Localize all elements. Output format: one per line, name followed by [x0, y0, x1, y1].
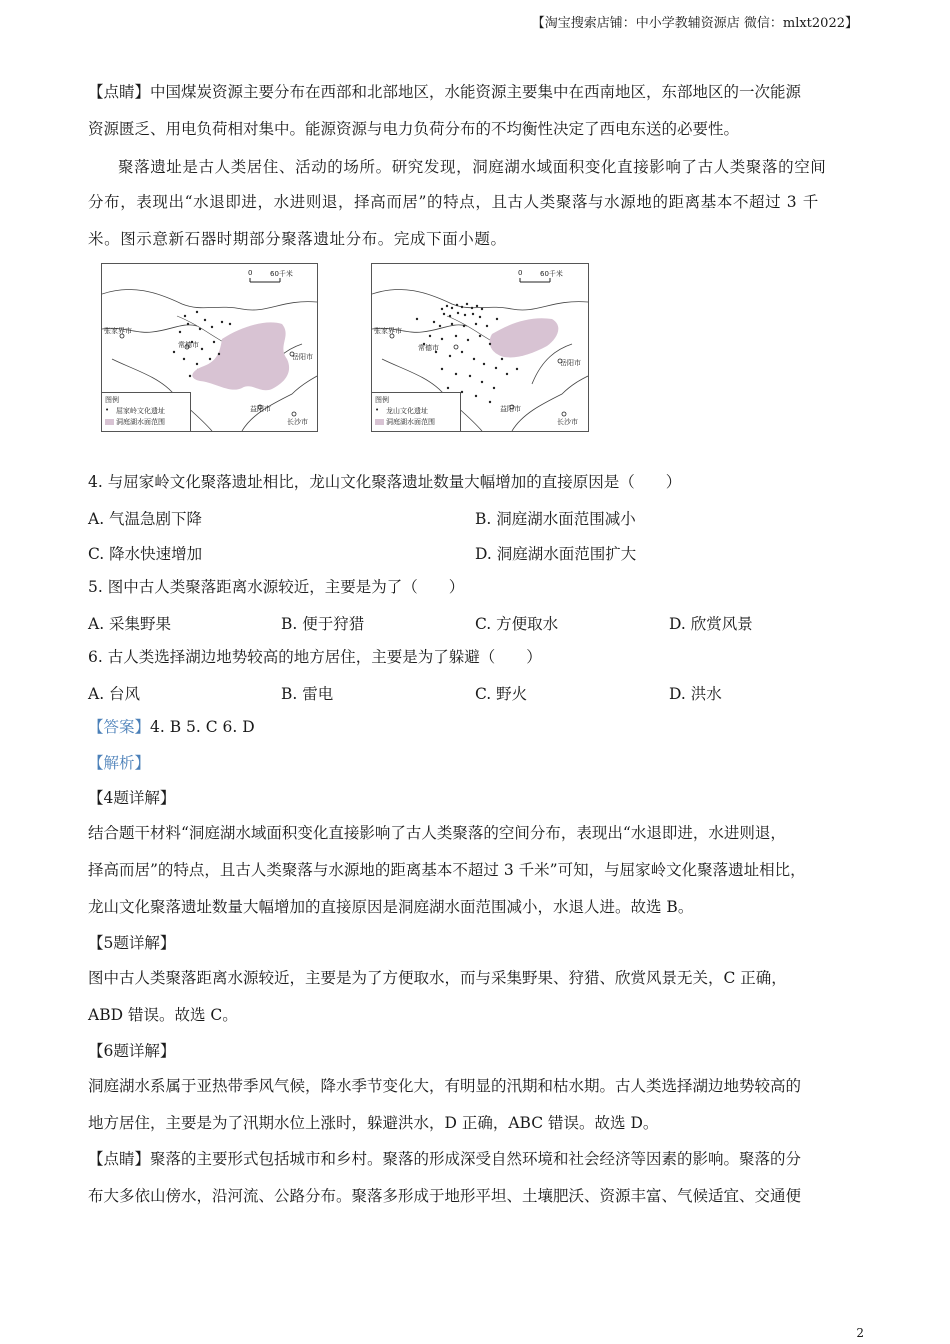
city-yueyang: 岳阳市 — [560, 359, 581, 367]
detail6-line-1: 洞庭湖水系属于亚热带季风气候，降水季节变化大，有明显的汛期和枯水期。古人类选择湖边地势较高的 — [88, 1077, 802, 1095]
map-longshan — [371, 263, 589, 432]
detail6-line-2: 地方居住，主要是为了汛期水位上涨时，躲避洪水，D 正确，ABC 错误。故选 D。 — [88, 1114, 659, 1132]
legend-lake: 洞庭湖水面范围 — [116, 418, 165, 426]
city-zhangjiajie: 张家界市 — [374, 327, 402, 335]
city-changsha: 长沙市 — [557, 418, 578, 426]
q6-option-d: D. 洪水 — [669, 685, 722, 703]
intro-line-2: 分布，表现出“水退即进，水进则退，择高而居”的特点，且古人类聚落与水源地的距离基本不超过 3 千 — [88, 193, 819, 211]
q5-option-b: B. 便于狩猎 — [281, 615, 365, 633]
dianjing2-line-2: 布大多依山傍水，沿河流、公路分布。聚落多形成于地形平坦、土壤肥沃、资源丰富、气候适宜、交通便 — [88, 1187, 802, 1205]
detail5-line-1: 图中古人类聚落距离水源较近，主要是为了方便取水，而与采集野果、狩猎、欣赏风景无关，C 正确， — [88, 969, 787, 987]
legend-lake-swatch — [375, 419, 384, 425]
q6-option-c: C. 野火 — [475, 685, 528, 703]
page-header: 【淘宝搜索店铺：中小学教辅资源店 微信：mlxt2022】 — [531, 16, 858, 31]
detail6-title: 【6题详解】 — [88, 1042, 176, 1060]
legend-lake: 洞庭湖水面范围 — [386, 418, 435, 426]
dongting-lake-area — [490, 318, 559, 357]
q4-stem: 4. 与屈家岭文化聚落遗址相比，龙山文化聚落遗址数量大幅增加的直接原因是（ ） — [88, 473, 682, 491]
city-changsha: 长沙市 — [287, 418, 308, 426]
legend-title: 图例 — [105, 396, 119, 404]
q5-option-a: A. 采集野果 — [88, 615, 172, 633]
dianjing-line-1: 【点睛】中国煤炭资源主要分布在西部和北部地区，水能资源主要集中在西南地区，东部地区的一次能源 — [88, 83, 802, 101]
q5-option-d: D. 欣赏风景 — [669, 615, 753, 633]
detail4-title: 【4题详解】 — [88, 789, 176, 807]
legend-longshan — [372, 392, 461, 431]
scale-zero: 0 — [518, 269, 523, 277]
q6-stem: 6. 古人类选择湖边地势较高的地方居住，主要是为了躲避（ ） — [88, 648, 542, 666]
intro-line-3: 米。图示意新石器时期部分聚落遗址分布。完成下面小题。 — [88, 230, 507, 248]
legend-dot-icon: • — [105, 406, 110, 414]
city-zhangjiajie: 张家界市 — [104, 327, 132, 335]
q4-option-a: A. 气温急剧下降 — [88, 510, 203, 528]
city-changde: 常德市 — [418, 344, 439, 352]
legend-sites: 龙山文化遗址 — [386, 407, 428, 415]
q6-option-b: B. 雷电 — [281, 685, 334, 703]
detail4-line-3: 龙山文化聚落遗址数量大幅增加的直接原因是洞庭湖水面范围减小，水退人进。故选 B。 — [88, 898, 694, 916]
city-changde: 常德市 — [178, 341, 199, 349]
city-yueyang: 岳阳市 — [292, 353, 313, 361]
scale-label: 60千米 — [540, 270, 563, 278]
legend-sites: 屈家岭文化遗址 — [116, 407, 165, 415]
q4-option-d: D. 洞庭湖水面范围扩大 — [475, 545, 637, 563]
legend-lake-swatch — [105, 419, 114, 425]
dianjing-line-2: 资源匮乏、用电负荷相对集中。能源资源与电力负荷分布的不均衡性决定了西电东送的必要性。 — [88, 120, 740, 138]
detail5-title: 【5题详解】 — [88, 934, 176, 952]
page-number: 2 — [856, 1326, 864, 1340]
q5-stem: 5. 图中古人类聚落距离水源较近，主要是为了（ ） — [88, 578, 465, 596]
detail5-line-2: ABD 错误。故选 C。 — [88, 1006, 238, 1024]
q5-option-c: C. 方便取水 — [475, 615, 559, 633]
legend-title: 图例 — [375, 396, 389, 404]
q4-option-b: B. 洞庭湖水面范围减小 — [475, 510, 636, 528]
legend-dot-icon: • — [375, 406, 380, 414]
q6-option-a: A. 台风 — [88, 685, 141, 703]
detail4-line-1: 结合题干材料“洞庭湖水域面积变化直接影响了古人类聚落的空间分布，表现出“水退即进，水进则退， — [88, 824, 786, 842]
answer-text: 4. B 5. C 6. D — [150, 718, 255, 736]
q4-option-c: C. 降水快速增加 — [88, 545, 203, 563]
scale-label: 60千米 — [270, 270, 293, 278]
city-yiyang: 益阳市 — [250, 405, 271, 413]
city-yiyang: 益阳市 — [500, 405, 521, 413]
answer-label: 【答案】 — [88, 718, 151, 736]
answer-line — [88, 717, 255, 737]
legend-qujialing — [102, 392, 191, 431]
intro-line-1: 聚落遗址是古人类居住、活动的场所。研究发现，洞庭湖水域面积变化直接影响了古人类聚落的空间 — [118, 158, 827, 176]
scale-zero: 0 — [248, 269, 253, 277]
analysis-label: 【解析】 — [88, 754, 151, 772]
map-qujialing — [101, 263, 318, 432]
dianjing2-line-1: 【点睛】聚落的主要形式包括城市和乡村。聚落的形成深受自然环境和社会经济等因素的影响。聚落的分 — [88, 1150, 802, 1168]
dongting-lake-area — [192, 322, 289, 390]
detail4-line-2: 择高而居”的特点，且古人类聚落与水源地的距离基本不超过 3 千米”可知，与屈家岭文化聚落遗址相比， — [88, 861, 806, 879]
